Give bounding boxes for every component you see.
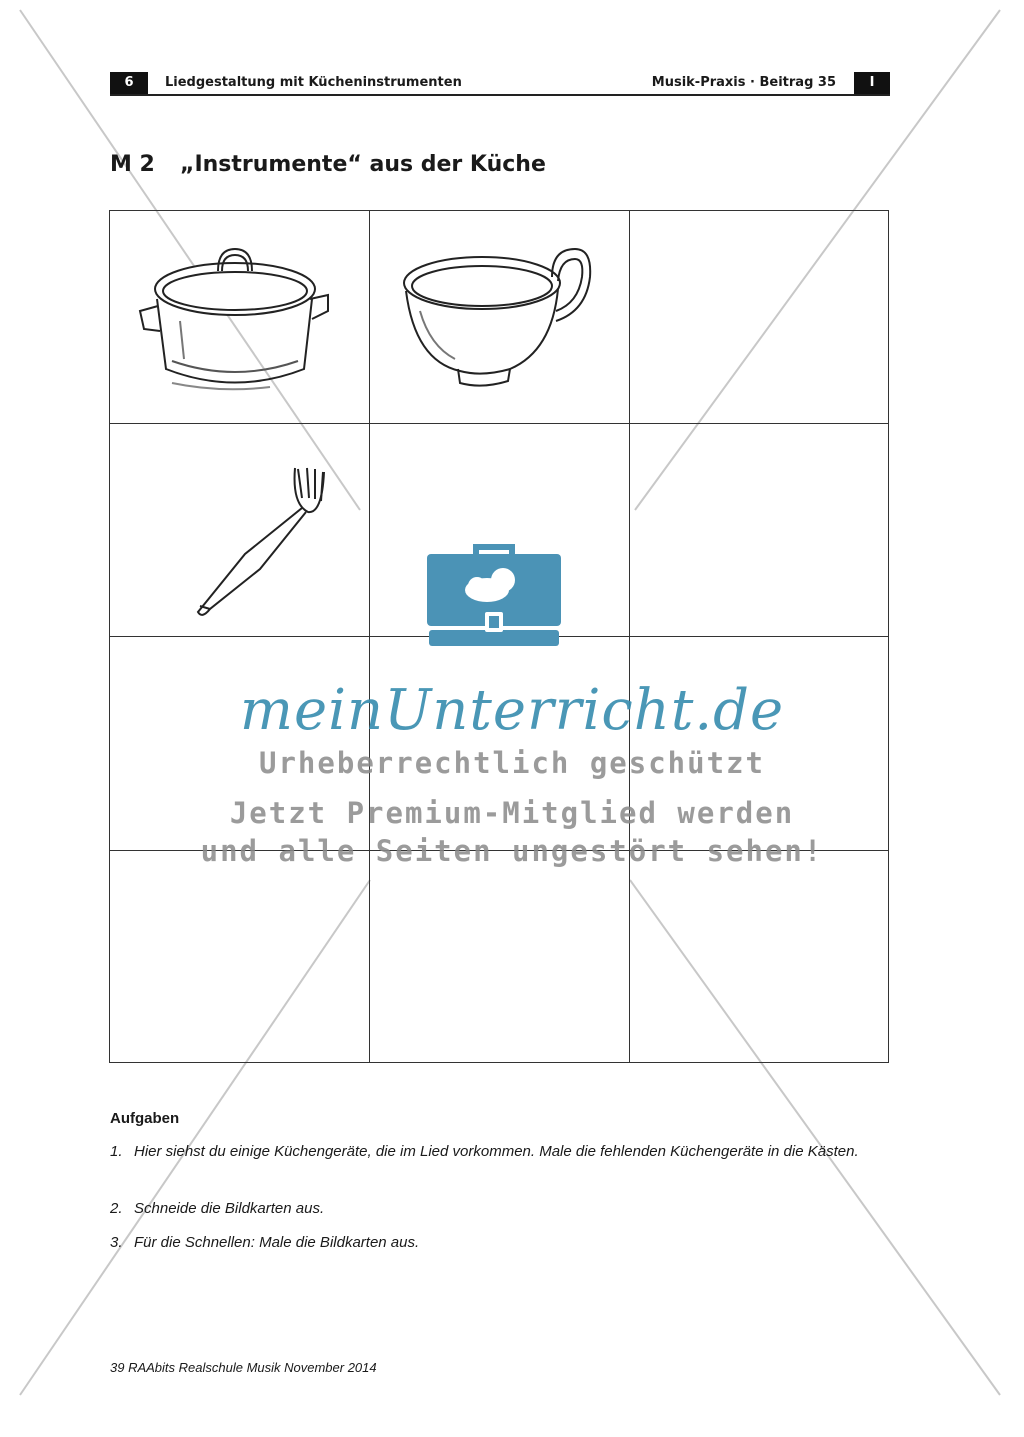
header-rule (110, 94, 890, 96)
card-cell-4 (110, 424, 370, 637)
part-badge: I (854, 72, 890, 94)
watermark-line-2: Jetzt Premium-Mitglied werden (229, 796, 795, 830)
card-cell-3 (630, 211, 888, 424)
card-cell-2 (370, 211, 630, 424)
section-label: M 2 (110, 152, 155, 177)
footer-source: 39 RAAbits Realschule Musik November 2014 (110, 1360, 377, 1375)
section-title: „Instrumente“ aus der Küche (180, 152, 546, 177)
card-cell-10 (110, 851, 370, 1062)
card-cell-6 (630, 424, 888, 637)
task-number: 1. (110, 1143, 123, 1160)
watermark-line-3: und alle Seiten ungestört sehen! (200, 834, 824, 868)
pot-icon (110, 211, 370, 424)
watermark-line-1: Urheberrechtlich geschützt (259, 746, 765, 780)
page-number: 6 (110, 72, 148, 94)
task-item (110, 1232, 900, 1254)
task-item (110, 1141, 900, 1163)
task-number: 2. (110, 1200, 123, 1217)
task-item (110, 1198, 900, 1220)
task-text: Schneide die Bildkarten aus. (134, 1200, 325, 1217)
task-text: Für die Schnellen: Male die Bildkarten aus. (134, 1234, 420, 1251)
tasks-heading: Aufgaben (110, 1110, 180, 1127)
card-cell-1 (110, 211, 370, 424)
watermark-brand: meinUnterricht.de (239, 678, 785, 743)
cup-icon (370, 211, 630, 424)
task-text: Hier siehst du einige Küchengeräte, die im Lied vorkommen. Male die fehlenden Küchengeräte in die Kästen. (134, 1143, 859, 1160)
header-title: Liedgestaltung mit Kücheninstrumenten (165, 75, 462, 90)
briefcase-cloud-icon (427, 540, 561, 648)
task-number: 3. (110, 1234, 123, 1251)
fork-icon (110, 424, 370, 637)
card-cell-12 (630, 851, 888, 1062)
card-cell-11 (370, 851, 630, 1062)
header-series: Musik-Praxis · Beitrag 35 (651, 75, 836, 90)
